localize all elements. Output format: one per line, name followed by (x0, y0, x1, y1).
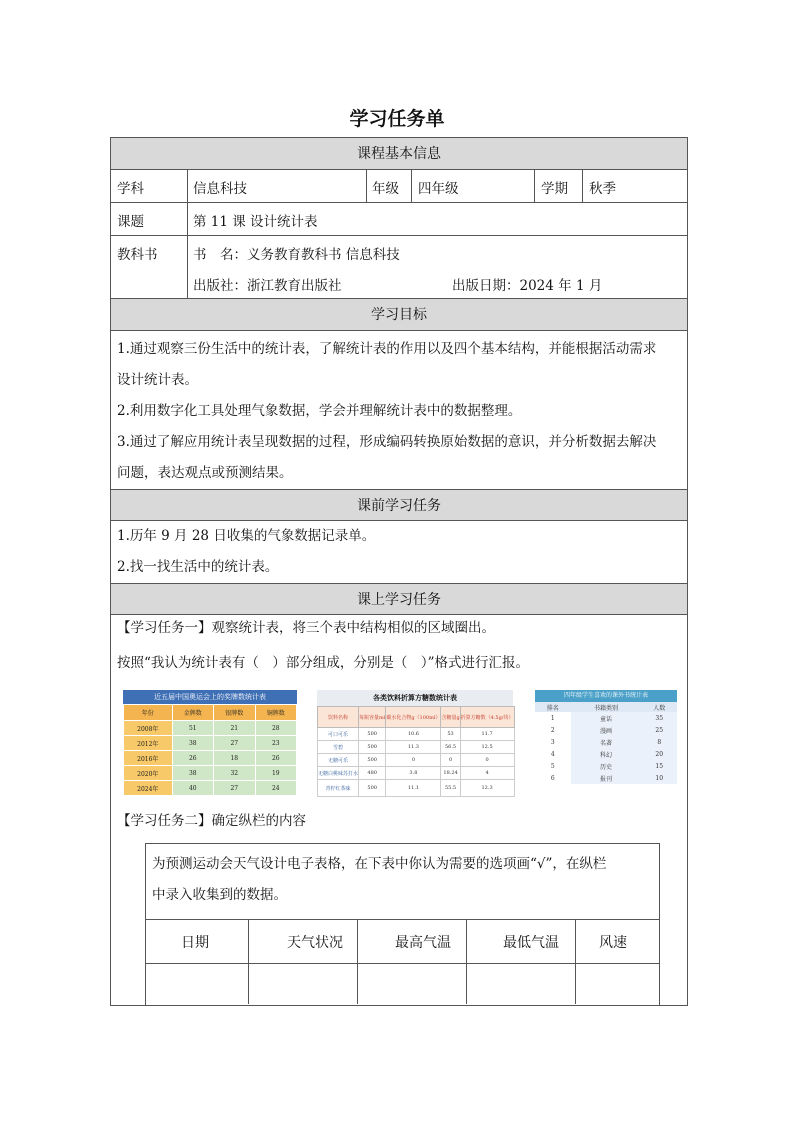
task-2-instruction-line-2: 中录入收集到的数据。 (152, 887, 287, 903)
goal-item-1-line-1: 1.通过观察三份生活中的统计表，了解统计表的作用以及四个基本结构，并能根据活动需求 (117, 341, 657, 357)
task-2-text: 【学习任务二】确定纵栏的内容 (117, 813, 306, 829)
medal-table-title: 近五届中国奥运会上的奖牌数统计表 (123, 690, 297, 704)
table-row: 无糖可乐 500 0 0 0 (318, 754, 515, 767)
task-1-report-format: 按照“我认为统计表有（ ）部分组成，分别是（ ）”格式进行汇报。 (117, 655, 530, 671)
books-table (535, 702, 677, 784)
table-row: 5 历史 15 (535, 760, 677, 772)
table-row: 1 童话 35 (535, 712, 677, 724)
drink-table-title: 各类饮料折算方糖数统计表 (317, 690, 513, 706)
weather-col-wind: 风速 (599, 935, 627, 951)
medal-col-header: 铜牌数 (255, 705, 296, 721)
term-label: 学期 (541, 181, 568, 197)
medal-col-header: 年份 (124, 705, 173, 721)
drink-col-header: 碳水化合物g（100ml） (386, 707, 441, 728)
books-col-header: 人数 (641, 702, 677, 712)
drink-col-header: 饮料名称 (318, 707, 359, 728)
books-col-header: 排名 (535, 702, 571, 712)
subject-value: 信息科技 (193, 181, 247, 197)
goal-item-2: 2.利用数字化工具处理气象数据，学会并理解统计表中的数据整理。 (117, 403, 522, 419)
goal-item-3 (117, 427, 683, 489)
weather-col-date: 日期 (181, 935, 209, 951)
books-table-title: 四年级学生喜欢的课外书统计表 (535, 690, 677, 702)
task-2-instruction-line-1: 为预测运动会天气设计电子表格，在下表中你认为需要的选项画“√”，在纵栏 (152, 856, 607, 872)
goal-item-1-line-2: 设计统计表。 (117, 372, 198, 388)
table-row: 青柠红茶味 500 11.1 55.5 12.3 (318, 780, 515, 797)
table-row: 2020年 38 32 19 (124, 766, 297, 781)
section-header-goals: 学习目标 (110, 298, 688, 331)
goal-item-1 (117, 334, 683, 396)
preclass-item-1: 1.历年 9 月 28 日收集的气象数据记录单。 (117, 528, 376, 544)
task-2-instruction (152, 849, 652, 911)
weather-cell-high-temp-input[interactable] (358, 964, 466, 1004)
task-1-text: 【学习任务一】观察统计表，将三个表中结构相似的区域圈出。 (117, 620, 495, 636)
drink-col-header: 含糖量g (441, 707, 460, 728)
table-row: 2016年 26 18 26 (124, 751, 297, 766)
weather-cell-date-input[interactable] (146, 964, 248, 1004)
table-row: 2 漫画 25 (535, 724, 677, 736)
weather-cell-low-temp-input[interactable] (467, 964, 575, 1004)
document-title: 学习任务单 (349, 108, 445, 130)
drink-table (317, 706, 515, 797)
table-row: 3 名著 8 (535, 736, 677, 748)
medal-col-header: 金牌数 (172, 705, 213, 721)
subject-label: 学科 (117, 181, 144, 197)
textbook-name: 书 名：义务教育教科书 信息科技 (193, 247, 400, 263)
medal-col-header: 银牌数 (214, 705, 255, 721)
table-row: 2012年 38 27 23 (124, 736, 297, 751)
weather-col-condition: 天气状况 (287, 935, 343, 951)
section-header-inclass: 课上学习任务 (110, 583, 688, 615)
medal-table (123, 704, 297, 796)
lesson-value: 第 11 课 设计统计表 (193, 214, 318, 230)
textbook-label: 教科书 (117, 247, 158, 263)
preclass-item-2: 2.找一找生活中的统计表。 (117, 559, 279, 575)
goal-item-3-line-1: 3.通过了解应用统计表呈现数据的过程，形成编码转换原始数据的意识，并分析数据去解决 (117, 434, 657, 450)
lesson-label: 课题 (117, 214, 144, 230)
weather-col-high-temp: 最高气温 (395, 935, 451, 951)
grade-value: 四年级 (418, 181, 459, 197)
table-row: 2008年 51 21 28 (124, 721, 297, 736)
medal-table-image (123, 690, 297, 793)
textbook-publisher: 出版社：浙江教育出版社 (193, 278, 342, 294)
section-header-preclass: 课前学习任务 (110, 489, 688, 521)
table-row: 可口可乐 500 10.6 53 11.7 (318, 728, 515, 741)
table-row: 无糖白桃味苏打水 480 3.8 18.24 4 (318, 767, 515, 780)
textbook-pub-date: 出版日期：2024 年 1 月 (452, 278, 603, 294)
term-value: 秋季 (589, 181, 616, 197)
weather-cell-wind-input[interactable] (576, 964, 659, 1004)
drink-sugar-table-image (317, 690, 514, 792)
goal-item-3-line-2: 问题，表达观点或预测结果。 (117, 465, 293, 481)
table-row: 4 科幻 20 (535, 748, 677, 760)
drink-col-header: 每瓶容量ml (359, 707, 386, 728)
weather-cell-condition-input[interactable] (249, 964, 357, 1004)
table-row: 雪碧 500 11.3 56.5 12.5 (318, 741, 515, 754)
weather-col-low-temp: 最低气温 (503, 935, 559, 951)
table-row: 2024年 40 27 24 (124, 781, 297, 796)
books-table-image (535, 690, 677, 789)
table-row: 6 报刊 10 (535, 772, 677, 784)
grade-label: 年级 (372, 181, 399, 197)
books-col-header: 书籍类别 (571, 702, 642, 712)
section-header-basic: 课程基本信息 (110, 137, 688, 170)
drink-col-header: 折算方糖数（4.5g/块） (460, 707, 514, 728)
